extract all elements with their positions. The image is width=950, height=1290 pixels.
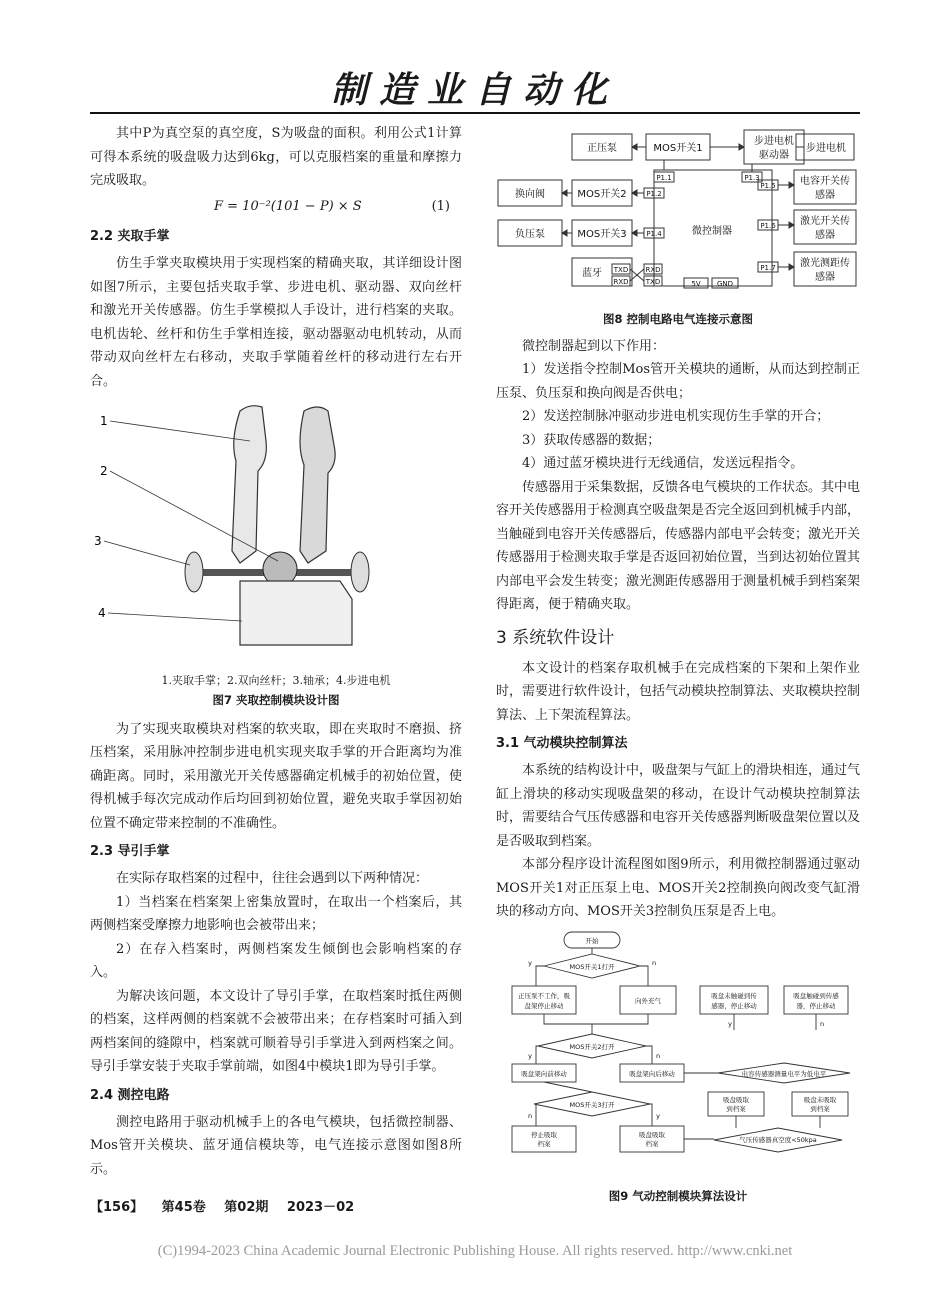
flowchart [496,930,860,1178]
text-not-touch-1: 吸盘未触碰到传 [711,991,757,1000]
callout-4: 4 [98,606,106,620]
text-touch-1: 吸盘触碰到传感 [793,991,839,1000]
section-heading-2-4: 2.4 测控电路 [90,1087,170,1103]
pin-5v: 5V [691,280,701,288]
label-negative-pump: 负压泵 [515,229,545,240]
text-not-sucked-1: 吸盘未吸取 [803,1095,837,1104]
figure-8 [496,122,860,329]
text-sucked-1: 吸盘吸取 [723,1095,749,1104]
figure-8-caption: 图8 控制电路电气连接示意图 [602,311,753,326]
text-cap-level: 电容传感器测量电平为低电平 [741,1069,827,1078]
paragraph: 测控电路用于驱动机械手上的各电气模块，包括微控制器、Mos管开关模块、蓝牙通信模块等，电气连接示意图如图8所示。 [90,1114,462,1177]
bearing-right [351,552,369,592]
text-y: y [656,1111,660,1120]
label-stepper-motor: 步进电机 [806,143,846,154]
text-y: y [528,958,532,967]
label-positive-pump: 正压泵 [587,143,617,154]
label-laser-sensor-1: 激光开关传 [800,216,850,227]
journal-masthead [90,62,860,110]
text-n: n [527,1111,533,1120]
issue: 第02期 [224,1200,269,1215]
text-y: y [728,1019,732,1028]
figure-7-legend: 1.夹取手掌；2.双向丝杆；3.轴承；4.步进电机 [161,673,391,687]
text-stop-suck-2: 档案 [537,1139,551,1148]
list-item: 2）发送控制脉冲驱动步进电机实现仿生手掌的开合； [522,409,830,424]
pin-p11: P1.1 [656,174,672,182]
callout-1: 1 [100,414,108,428]
text-start: 开始 [585,936,599,945]
paragraph: 本文设计的档案存取机械手在完成档案的下架和上架作业时，需要进行软件设计，包括气动模块控制算法、夹取模块控制算法、上下架流程算法。 [496,660,861,723]
text-not-touch-2: 感器，停止移动 [711,1001,757,1010]
page-number: 【156】 [90,1200,144,1215]
list-item: 3）获取传感器的数据； [522,432,661,448]
callout-3: 3 [94,534,102,548]
text-y: y [528,1051,532,1060]
leader-line [104,541,190,565]
label-mos3: MOS开关3 [577,229,627,240]
text-pressure: 气压传感器真空度<50kpa [739,1135,817,1144]
section-heading-3: 3 系统软件设计 [496,627,615,648]
paragraph: 微控制器起到以下作用： [522,338,666,354]
label-mcu: 微控制器 [692,226,732,237]
text-n: n [651,958,657,967]
label-laser-sensor-2: 感器 [815,230,835,241]
label-mos2: MOS开关2 [577,189,627,200]
gripper-drawing [90,401,462,663]
formula-1 [90,193,462,221]
paragraph: 在实际存取档案的过程中，往往会遇到以下两种情况： [116,871,429,886]
pin-bt-rxd: RXD [613,278,629,286]
leader-line [108,613,242,621]
label-cap-sensor-2: 感器 [815,190,835,201]
section-heading-2-3: 2.3 导引手掌 [90,844,170,859]
section-heading-3-1: 3.1 气动模块控制算法 [496,736,628,751]
label-stepper-driver-1: 步进电机 [754,136,794,147]
text-n: n [655,1051,661,1060]
leader-line [110,421,250,441]
paragraph: 为了实现夹取模块对档案的软夹取，即在夹取时不磨损、挤压档案，采用脉冲控制步进电机实现夹取手掌的开合距离均为准确距离。同时，采用激光开关传感器确定机械手的初始位置，使得机械手每次完成动作后均回到初始位置，避免夹取手掌因初始位置不确定带来控制的不准确性。 [90,721,462,831]
list-item: 4）通过蓝牙模块进行无线通信，发送远程指令。 [522,456,804,471]
pin-p15: P1.5 [760,182,776,190]
pin-mcu-rxd: RXD [645,266,661,274]
left-column [90,122,462,1181]
text-mos2: MOS开关2打开 [569,1042,615,1051]
text-suck-1: 吸盘吸取 [639,1130,665,1139]
pin-bt-txd: TXD [613,266,629,274]
paragraph: 其中P为真空泵的真空度，S为吸盘的面积。利用公式1计算可得本系统的吸盘吸力达到6kg，可以克服档案的重量和摩擦力完成吸取。 [90,126,462,188]
section-heading-2-2: 2.2 夹取手掌 [90,229,170,244]
pin-mcu-txd: TXD [645,278,661,286]
volume: 第45卷 [161,1200,206,1215]
paragraph: 仿生手掌夹取模块用于实现档案的精确夹取，其详细设计图如图7所示，主要包括夹取手掌、步进电机、驱动器、双向丝杆和激光开关传感器。仿生手掌模拟人手设计，进行档案的夹取。电机齿轮、丝杆和仿生手掌相连接，驱动器驱动电机转动，从而带动双向丝杆左右移动，夹取手掌随着丝杆的移动进行左右开合。 [90,256,462,389]
text-blow-out: 向外充气 [635,996,661,1005]
pin-p16: P1.6 [760,222,776,230]
text-move-back: 吸盘架向后移动 [629,1069,675,1078]
wiring-diagram [496,122,860,300]
pin-p13: P1.3 [744,174,760,182]
label-mos1: MOS开关1 [653,143,703,154]
pin-gnd: GND [716,280,734,288]
label-valve: 换向阀 [515,189,545,200]
paragraph: 本部分程序设计流程图如图9所示，利用微控制器通过驱动MOS开关1对正压泵上电、MOS开关2控制换向阀改变气缸滑块的移动方向、MOS开关3控制负压泵是否上电。 [496,857,860,919]
text-mos3: MOS开关3打开 [569,1100,615,1109]
date: 2023－02 [286,1200,355,1215]
right-finger [300,407,335,563]
pin-p12: P1.2 [646,190,662,198]
text-not-sucked-2: 到档案 [810,1104,830,1113]
text-mos1: MOS开关1打开 [569,962,615,971]
journal-title: 制造业自动化 [330,69,619,111]
node-suck [620,1126,684,1152]
text-touch-2: 器，停止移动 [796,1001,836,1010]
pin-p14: P1.4 [646,230,662,238]
text-stop-suck-1: 停止吸取 [531,1130,557,1139]
label-bluetooth: 蓝牙 [582,268,602,279]
right-column [496,122,860,1206]
paragraph: 为解决该问题，本文设计了导引手掌，在取档案时抵住两侧的档案，这样两侧的档案就不会被带出来；在存档案时可插入到两档案间的缝隙中，档案就可顺着导引手掌进入到两档案之间。导引手掌安装于夹取手掌前端，如图4中模块1即为导引手掌。 [90,988,462,1074]
figure-7 [90,401,462,710]
text-pump-stop-2: 盘架停止移动 [524,1001,564,1010]
text-sucked-2: 到档案 [726,1104,746,1113]
stepper-motor [240,581,352,645]
label-stepper-driver-2: 驱动器 [759,150,789,161]
pin-p17: P1.7 [760,264,776,272]
callout-2: 2 [100,464,108,478]
list-item: 1）当档案在档案架上密集放置时，在取出一个档案后，其两侧档案受摩擦力地影响也会被带出来； [90,894,462,933]
label-range-sensor-2: 感器 [815,272,835,283]
figure-9 [496,930,860,1207]
text-suck-2: 档案 [645,1139,659,1148]
formula-text: F = 10⁻²(101 − P) × S [214,198,362,214]
figure-9-caption: 图9 气动控制模块算法设计 [608,1189,748,1203]
bearing-left [185,552,203,592]
copyright-notice: (C)1994-2023 China Academic Journal Electronic Publishing House. All rights reserved. http://www.cnki.net [157,1243,793,1259]
page-footer [90,1196,368,1215]
node-stop-suck [512,1126,576,1152]
list-item: 1）发送指令控制Mos管开关模块的通断，从而达到控制正压泵、负压泵和换向阀是否供电； [496,362,860,401]
formula-number: (1) [431,198,450,214]
text-n: n [819,1019,825,1028]
label-range-sensor-1: 激光测距传 [800,258,850,269]
masthead-rule [90,112,860,114]
list-item: 2）在存入档案时，两侧档案发生倾倒也会影响档案的存入。 [90,941,462,980]
text-move-forward: 吸盘架向前移动 [521,1069,567,1078]
paragraph: 传感器用于采集数据，反馈各电气模块的工作状态。其中电容开关传感器用于检测真空吸盘架是否完全返回到机械手内部，当触碰到电容开关传感器后，传感器内部电平会转变；激光开关传感器用于检测夹取手掌是否返回初始位置，当到达初始位置其内部电平会发生转变；激光测距传感器用于测量机械手到档案架得距离，便于精确夹取。 [496,479,861,612]
paragraph: 本系统的结构设计中，吸盘架与气缸上的滑块相连，通过气缸上滑块的移动实现吸盘架的移动，在设计气动模块控制算法时，需要结合气压传感器和电容开关传感器判断吸盘架位置以及是否吸取到档案。 [496,763,861,849]
text-pump-stop-1: 正压泵不工作，吸 [518,991,570,1000]
label-cap-sensor-1: 电容开关传 [800,176,850,187]
figure-7-caption: 图7 夹取控制模块设计图 [212,692,340,707]
